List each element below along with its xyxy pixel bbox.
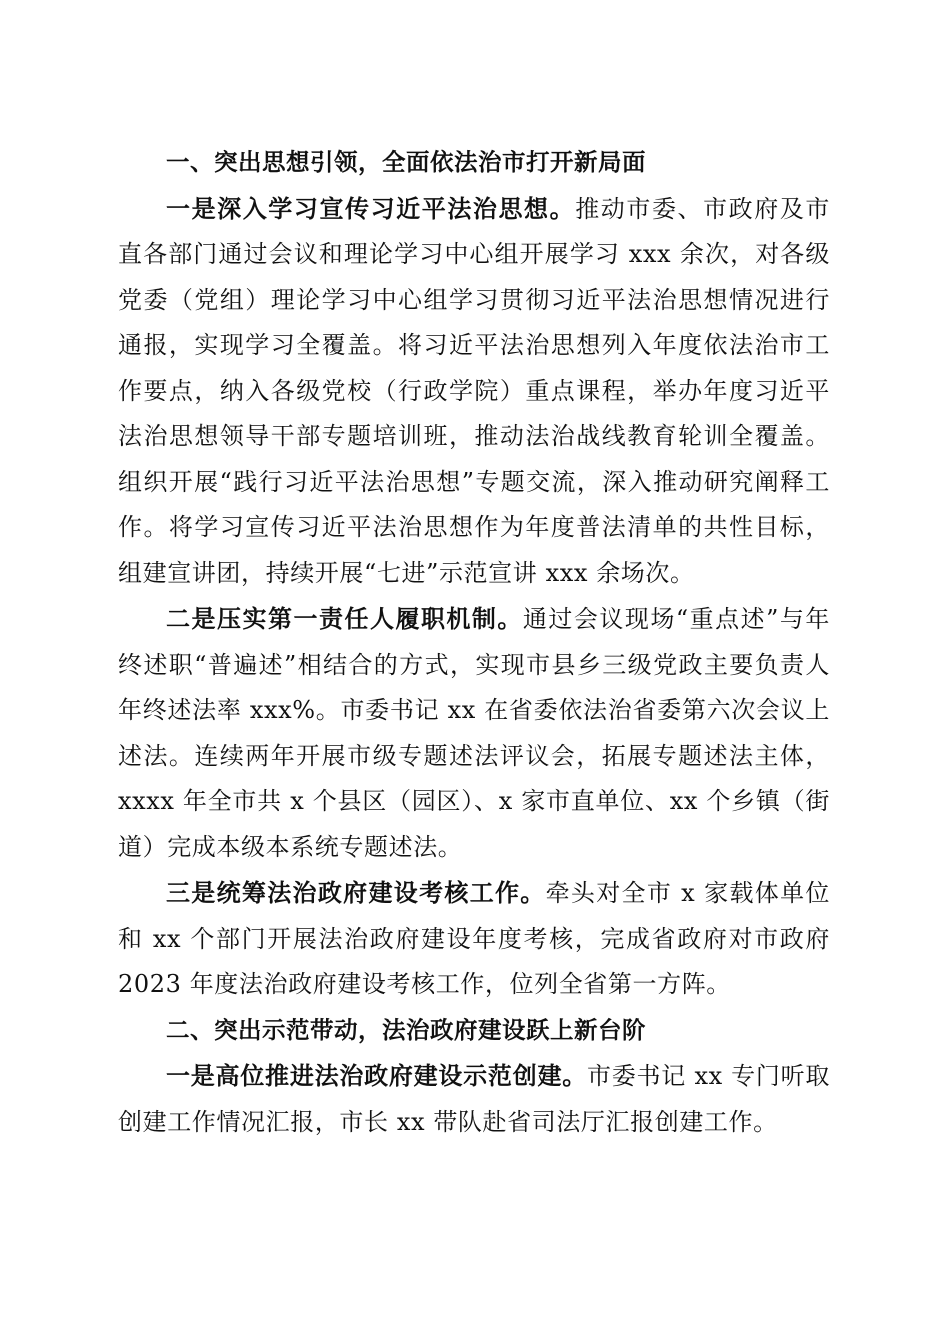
document-body xyxy=(118,140,830,1145)
section-1-paragraph-1 xyxy=(118,186,830,597)
paragraph-body: 推动市委、市政府及市直各部门通过会议和理论学习中心组开展学习 xxx 余次，对各级党委（党组）理论学习中心组学习贯彻习近平法治思想情况进行通报，实现学习全覆盖。将习近平法治思想列入年度依法治市工作要点，纳入各级党校（行政学院）重点课程，举办年度习近平法治思想领导干部专题培训班，推动法治战线教育轮训全覆盖。组织开展“践行习近平法治思想”专题交流，深入推动研究阐释工作。将学习宣传习近平法治思想作为年度普法清单的共性目标，组建宣讲团，持续开展“七进”示范宣讲 xxx 余场次。 xyxy=(118,194,830,587)
paragraph-lead: 一是深入学习宣传习近平法治思想。 xyxy=(166,193,576,223)
section-2-paragraph-1 xyxy=(118,1053,830,1145)
section-2-heading: 二、突出示范带动，法治政府建设跃上新台阶 xyxy=(166,1015,646,1044)
section-1-paragraph-2 xyxy=(118,596,830,870)
section-1-heading: 一、突出思想引领，全面依法治市打开新局面 xyxy=(166,148,646,176)
paragraph-body: 通过会议现场“重点述”与年终述职“普遍述”相结合的方式，实现市县乡三级党政主要负责人年终述法率 xxx%。市委书记 xx 在省委依法治省委第六次会议上述法。连续两年开展市级专题述法评议会，拓展专题述法主体，xxxx 年全市共 x 个县区（园区）、x 家市直单位、xx 个乡镇（街道）完成本级本系统专题述法。 xyxy=(118,605,830,861)
paragraph-body: 市委书记 xx 专门听取创建工作情况汇报，市长 xx 带队赴省司法厅汇报创建工作。 xyxy=(118,1062,831,1136)
section-1-paragraph-3 xyxy=(118,870,830,1008)
paragraph-body: 牵头对全市 x 家载体单位和 xx 个部门开展法治政府建设年度考核，完成省政府对市政府 2023 年度法治政府建设考核工作，位列全省第一方阵。 xyxy=(118,879,831,998)
paragraph-lead: 一是高位推进法治政府建设示范创建。 xyxy=(166,1061,587,1090)
paragraph-lead: 三是统筹法治政府建设考核工作。 xyxy=(166,878,546,907)
paragraph-lead: 二是压实第一责任人履职机制。 xyxy=(166,604,523,633)
